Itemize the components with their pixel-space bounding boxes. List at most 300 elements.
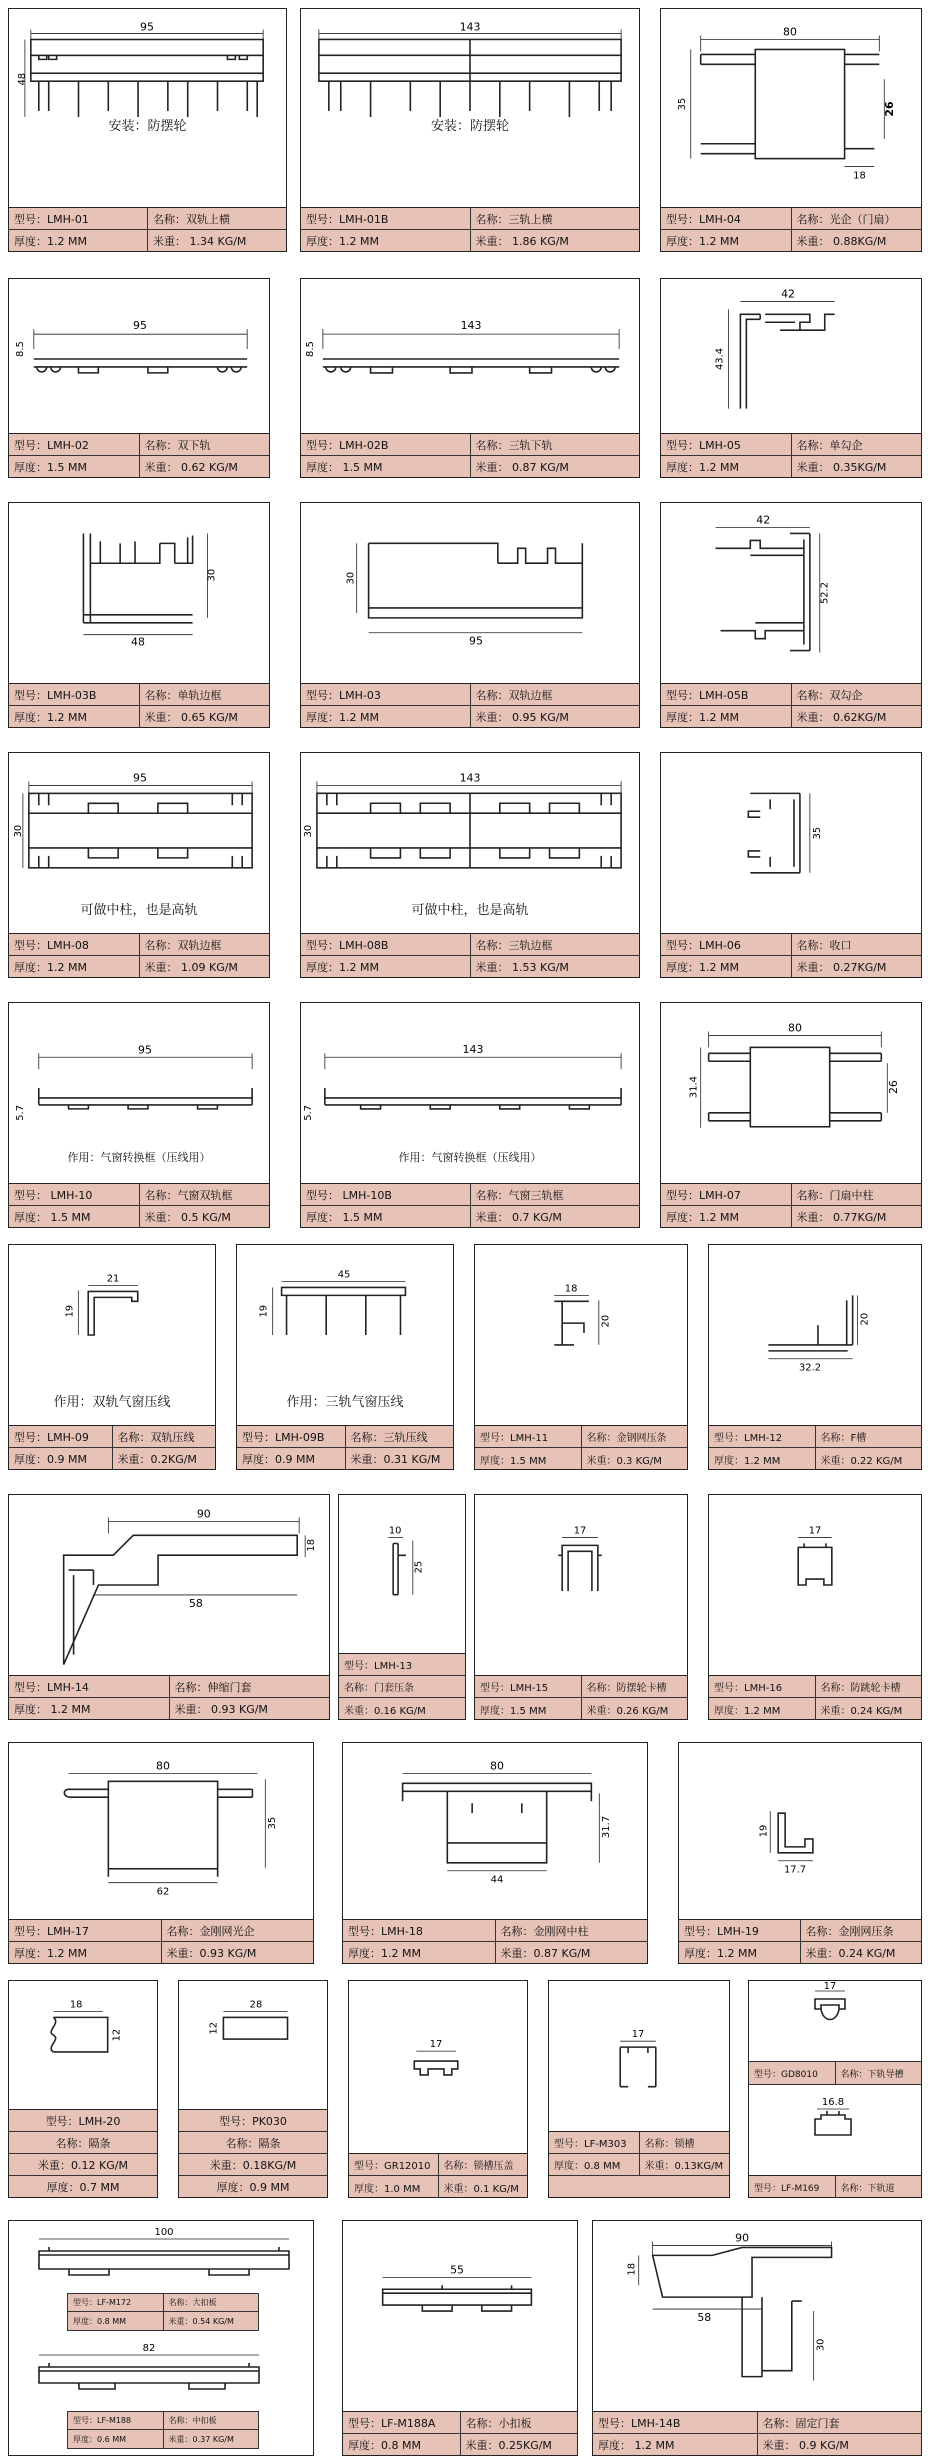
svg-text:17.7: 17.7 — [784, 1864, 807, 1876]
profile-drawing — [475, 1495, 687, 1677]
profile-name: 名称：双轨压线 — [112, 1426, 216, 1447]
profile-name: 名称：防跳轮卡槽 — [815, 1676, 922, 1697]
profile-name: 名称：三轨下轨 — [470, 434, 640, 455]
svg-text:17: 17 — [429, 2039, 443, 2051]
wall-thickness: 厚度：1.5 MM — [14, 461, 87, 474]
profile-name: 名称：金刚网光企 — [161, 1920, 314, 1941]
profile-drawing — [709, 1495, 921, 1677]
model-number: 型号：LMH-08 — [14, 938, 89, 952]
svg-text:8.5: 8.5 — [14, 341, 26, 357]
model-number: 型号：LMH-07 — [666, 1188, 741, 1202]
weight-per-meter: 米重：0.13KG/M — [639, 2154, 730, 2175]
spec-table — [301, 1183, 639, 1227]
model-number: 型号：LMH-13 — [344, 1661, 413, 1672]
profile-name: 名称：双轨边框 — [139, 934, 270, 955]
spec-table — [661, 933, 921, 977]
svg-text:17: 17 — [808, 1525, 822, 1537]
wall-thickness: 厚度：1.2 MM — [14, 961, 87, 974]
svg-text:143: 143 — [460, 319, 482, 333]
profile-card-lmh-01 — [8, 8, 287, 252]
profile-drawing — [661, 1003, 921, 1185]
profile-drawing — [593, 2221, 921, 2413]
profile-name: 名称：下轨导槽 — [835, 2062, 922, 2084]
profile-name: 名称：锁槽压盖 — [438, 2154, 528, 2175]
svg-text:95: 95 — [133, 319, 147, 333]
spec-table — [9, 933, 269, 977]
weight-per-meter: 米重：0.54 KG/M — [163, 2312, 259, 2330]
spec-table — [709, 1425, 921, 1469]
usage-note: 作用：双轨气窗压线 — [53, 1395, 171, 1410]
svg-text:55: 55 — [450, 2263, 464, 2277]
wall-thickness: 厚度：0.7 MM — [46, 2181, 120, 2194]
profile-card-lmh-19 — [678, 1742, 922, 1964]
weight-per-meter: 米重： 0.5 KG/M — [139, 1206, 270, 1228]
model-number: 型号：LMH-11 — [480, 1433, 549, 1444]
wall-thickness: 厚度： 1.5 MM — [14, 1211, 91, 1224]
profile-drawing — [9, 1495, 329, 1677]
profile-name: 名称：收口 — [791, 934, 922, 955]
weight-per-meter: 米重：0.12 KG/M — [38, 2158, 128, 2172]
weight-per-meter: 米重：0.1 KG/M — [438, 2176, 528, 2198]
wall-thickness: 厚度：1.2 MM — [714, 1705, 781, 1717]
wall-thickness: 厚度：1.2 MM — [714, 1455, 781, 1467]
profile-name: 名称：中扣板 — [163, 2412, 259, 2429]
svg-text:5.7: 5.7 — [302, 1104, 314, 1121]
svg-text:143: 143 — [459, 771, 481, 785]
spec-table — [661, 1183, 921, 1227]
wall-thickness: 厚度： 1.2 MM — [598, 2439, 675, 2452]
weight-per-meter: 米重：0.37 KG/M — [163, 2430, 259, 2448]
profile-name: 名称：金刚网压条 — [800, 1920, 922, 1941]
svg-text:82: 82 — [142, 2343, 156, 2354]
svg-text:31.7: 31.7 — [601, 1815, 613, 1839]
profile-card-lmh-04 — [660, 8, 922, 252]
model-number: 型号：LMH-15 — [480, 1683, 549, 1694]
profile-name: 名称：单勾企 — [791, 434, 922, 455]
svg-text:48: 48 — [131, 635, 145, 649]
profile-drawing — [661, 279, 921, 435]
weight-per-meter: 米重： 0.77KG/M — [791, 1206, 922, 1228]
svg-text:18: 18 — [853, 170, 866, 182]
weight-per-meter: 米重： 0.9 KG/M — [757, 2434, 922, 2456]
weight-per-meter: 米重： 0.27KG/M — [791, 956, 922, 978]
profile-name: 名称：金刚网中柱 — [495, 1920, 648, 1941]
model-number: 型号：LMH-09 — [14, 1430, 89, 1444]
svg-text:18: 18 — [626, 2262, 638, 2276]
weight-per-meter: 米重：0.18KG/M — [209, 2158, 297, 2172]
svg-text:21: 21 — [106, 1273, 120, 1285]
svg-text:18: 18 — [564, 1283, 578, 1295]
profile-card-lmh-05b — [660, 502, 922, 728]
spec-table — [339, 1653, 465, 1719]
weight-per-meter: 米重：0.26 KG/M — [581, 1698, 688, 1720]
spec-table — [709, 1675, 921, 1719]
usage-note: 安装：防摆轮 — [430, 119, 509, 134]
svg-text:42: 42 — [756, 513, 771, 527]
profile-card-lmh-01b — [300, 8, 640, 252]
weight-per-meter: 米重： 0.65 KG/M — [139, 706, 270, 728]
model-number: 型号：LMH-05 — [666, 438, 741, 452]
profile-drawing — [9, 279, 269, 435]
weight-per-meter: 米重： 0.95 KG/M — [470, 706, 640, 728]
profile-name: 名称：气窗双轨框 — [139, 1184, 270, 1205]
model-number: 型号：LMH-12 — [714, 1433, 783, 1444]
profile-drawing — [9, 1743, 313, 1921]
usage-note: 安装：防摆轮 — [108, 119, 187, 134]
profile-card-lmh-02b — [300, 278, 640, 478]
profile-card-gd8010-lf-m169 — [748, 1980, 922, 2198]
profile-name: 名称：隔条 — [225, 2136, 281, 2150]
spec-table — [349, 2153, 527, 2197]
svg-text:95: 95 — [138, 1043, 152, 1057]
profile-card-lmh-09 — [8, 1244, 216, 1470]
svg-text:44: 44 — [490, 1874, 504, 1886]
weight-per-meter: 米重：0.25KG/M — [460, 2434, 578, 2456]
wall-thickness: 厚度：1.5 MM — [480, 1455, 547, 1467]
profile-name: 名称：光企（门扇） — [791, 208, 922, 229]
svg-text:19: 19 — [258, 1304, 270, 1318]
spec-table — [301, 207, 639, 251]
svg-text:17: 17 — [823, 1981, 837, 1992]
profile-drawing-lf-m172 — [9, 2221, 315, 2291]
svg-text:28: 28 — [249, 1999, 263, 2011]
profile-name: 名称：双下轨 — [139, 434, 270, 455]
profile-name: 名称：双勾企 — [791, 684, 922, 705]
svg-text:18: 18 — [306, 1538, 318, 1552]
spec-blank — [549, 2176, 729, 2198]
spec-table — [9, 1675, 329, 1719]
weight-per-meter: 米重：0.16 KG/M — [344, 1705, 426, 1717]
profile-card-lmh-03b — [8, 502, 270, 728]
spec-table — [301, 683, 639, 727]
wall-thickness: 厚度：1.2 MM — [666, 1211, 739, 1224]
weight-per-meter: 米重： 0.88KG/M — [791, 230, 922, 252]
model-number: 型号：LF-M172 — [73, 2298, 132, 2307]
profile-card-lmh-05 — [660, 278, 922, 478]
profile-card-lmh-17 — [8, 1742, 314, 1964]
profile-card-lmh-20 — [8, 1980, 158, 2198]
usage-note: 作用：三轨气窗压线 — [286, 1395, 404, 1410]
svg-text:30: 30 — [345, 571, 357, 585]
svg-text:16.8: 16.8 — [821, 2097, 845, 2108]
model-number: 型号：LMH-02B — [306, 438, 389, 452]
weight-per-meter: 米重： 0.62 KG/M — [139, 456, 270, 478]
svg-text:95: 95 — [469, 634, 483, 648]
model-number: 型号：LMH-14 — [14, 1680, 89, 1694]
profile-name: 名称：三轨压线 — [345, 1426, 454, 1447]
profile-name: 名称：伸缩门套 — [169, 1676, 330, 1697]
model-number: 型号：LMH-03B — [14, 688, 97, 702]
spec-table — [9, 1183, 269, 1227]
spec-table-gd8010 — [749, 2061, 921, 2085]
weight-per-meter: 米重： 0.35KG/M — [791, 456, 922, 478]
profile-card-lf-m303 — [548, 1980, 730, 2198]
wall-thickness: 厚度： 1.5 MM — [306, 461, 383, 474]
spec-table — [475, 1675, 687, 1719]
wall-thickness: 厚度：1.2 MM — [666, 461, 739, 474]
profile-drawing — [343, 1743, 647, 1921]
profile-drawing-lf-m169 — [749, 2085, 923, 2175]
svg-text:31.4: 31.4 — [688, 1076, 700, 1099]
model-number: 型号：LF-M303 — [554, 2139, 627, 2150]
weight-per-meter: 米重：0.2KG/M — [112, 1448, 216, 1470]
profile-card-lmh-07 — [660, 1002, 922, 1228]
svg-text:19: 19 — [64, 1304, 76, 1318]
svg-text:8.5: 8.5 — [304, 341, 316, 357]
usage-note: 可做中柱，也是高轨 — [80, 903, 198, 918]
profile-drawing — [343, 2221, 577, 2413]
weight-per-meter: 米重：0.24 KG/M — [800, 1942, 922, 1964]
model-number: 型号：LMH-18 — [348, 1924, 423, 1938]
profile-name: 名称：锁槽 — [639, 2132, 730, 2153]
profile-card-lmh-18 — [342, 1742, 648, 1964]
svg-text:19: 19 — [758, 1824, 770, 1838]
spec-table-lf-m188 — [67, 2411, 259, 2449]
model-number: 型号：LMH-01 — [14, 212, 89, 226]
wall-thickness: 厚度：1.2 MM — [666, 961, 739, 974]
profile-name: 名称：双轨上横 — [147, 208, 286, 229]
svg-text:62: 62 — [156, 1886, 170, 1898]
model-number: 型号：LMH-20 — [45, 2114, 121, 2128]
model-number: 型号： LMH-10 — [14, 1188, 93, 1202]
wall-thickness: 厚度：1.2 MM — [14, 235, 87, 248]
wall-thickness: 厚度：1.2 MM — [14, 1947, 87, 1960]
wall-thickness: 厚度：1.2 MM — [306, 235, 379, 248]
profile-card-lf-m188a — [342, 2220, 578, 2456]
svg-text:80: 80 — [783, 25, 797, 39]
svg-text:25: 25 — [413, 1560, 425, 1574]
svg-text:12: 12 — [208, 2021, 220, 2035]
svg-text:30: 30 — [302, 824, 314, 838]
profile-drawing — [475, 1245, 687, 1427]
svg-text:18: 18 — [69, 1999, 83, 2011]
spec-table — [343, 2411, 577, 2455]
svg-text:58: 58 — [697, 2310, 712, 2324]
profile-drawing — [179, 1981, 327, 2111]
model-number: 型号：GR12010 — [354, 2161, 431, 2172]
svg-text:26: 26 — [883, 101, 897, 117]
svg-text:30: 30 — [206, 568, 218, 582]
weight-per-meter: 米重： 0.62KG/M — [791, 706, 922, 728]
model-number: 型号：LMH-04 — [666, 212, 741, 226]
model-number: 型号：LMH-08B — [306, 938, 389, 952]
spec-table — [593, 2411, 921, 2455]
profile-card-lmh-08 — [8, 752, 270, 978]
svg-text:17: 17 — [631, 2029, 645, 2041]
profile-name: 名称：F槽 — [815, 1426, 922, 1447]
wall-thickness: 厚度：1.2 MM — [306, 961, 379, 974]
model-number: 型号：LMH-01B — [306, 212, 389, 226]
spec-table — [9, 1425, 215, 1469]
model-number: 型号：LMH-16 — [714, 1683, 783, 1694]
profile-drawing — [549, 1981, 729, 2133]
model-number: 型号：LF-M169 — [754, 2183, 820, 2194]
profile-name: 名称：门套压条 — [344, 1683, 414, 1694]
spec-table — [301, 933, 639, 977]
svg-text:80: 80 — [788, 1021, 802, 1035]
svg-text:35: 35 — [676, 97, 688, 111]
svg-text:35: 35 — [811, 826, 823, 840]
profile-card-gr12010 — [348, 1980, 528, 2198]
profile-name: 名称：气窗三轨框 — [470, 1184, 640, 1205]
profile-drawing — [9, 503, 269, 685]
profile-drawing — [661, 753, 921, 935]
model-number: 型号：LMH-19 — [684, 1924, 759, 1938]
profile-name: 名称：大扣板 — [163, 2294, 259, 2311]
weight-per-meter: 米重： 1.09 KG/M — [139, 956, 270, 978]
spec-table — [749, 2175, 921, 2197]
svg-text:30: 30 — [12, 824, 24, 838]
weight-per-meter: 米重：0.3 KG/M — [581, 1448, 688, 1470]
spec-table — [237, 1425, 453, 1469]
profile-card-lmh-10b — [300, 1002, 640, 1228]
profile-card-lmh-12 — [708, 1244, 922, 1470]
profile-drawing — [301, 503, 639, 685]
wall-thickness: 厚度：1.5 MM — [480, 1705, 547, 1717]
wall-thickness: 厚度：1.2 MM — [14, 711, 87, 724]
profile-drawing-lf-m188 — [9, 2333, 315, 2403]
svg-text:100: 100 — [154, 2227, 174, 2238]
weight-per-meter: 米重：0.93 KG/M — [161, 1942, 314, 1964]
profile-drawing — [301, 9, 639, 209]
weight-per-meter: 米重： 0.7 KG/M — [470, 1206, 640, 1228]
model-number: 型号：LMH-02 — [14, 438, 89, 452]
profile-card-lmh-03 — [300, 502, 640, 728]
profile-card-lmh-11 — [474, 1244, 688, 1470]
profile-card-lmh-16 — [708, 1494, 922, 1720]
spec-table-lf-m172 — [67, 2293, 259, 2331]
profile-name: 名称：小扣板 — [460, 2412, 578, 2433]
model-number: 型号：PK030 — [219, 2114, 287, 2128]
profile-card-lmh-15 — [474, 1494, 688, 1720]
wall-thickness: 厚度：1.0 MM — [354, 2183, 421, 2195]
model-number: 型号：LMH-17 — [14, 1924, 89, 1938]
wall-thickness: 厚度：1.2 MM — [306, 711, 379, 724]
profile-drawing — [339, 1495, 465, 1655]
profile-drawing — [709, 1245, 921, 1427]
profile-name: 名称：金钢网压条 — [581, 1426, 688, 1447]
profile-name: 名称：下轨道 — [835, 2176, 922, 2198]
wall-thickness: 厚度：1.2 MM — [666, 235, 739, 248]
spec-table — [661, 433, 921, 477]
profile-name: 名称：双轨边框 — [470, 684, 640, 705]
svg-text:143: 143 — [459, 20, 481, 34]
profile-card-lmh-13 — [338, 1494, 466, 1720]
profile-name: 名称：固定门套 — [757, 2412, 922, 2433]
usage-note: 可做中柱，也是高轨 — [411, 903, 529, 918]
wall-thickness: 厚度：0.9 MM — [14, 1453, 87, 1466]
weight-per-meter: 米重：0.22 KG/M — [815, 1448, 922, 1470]
profile-drawing — [661, 9, 921, 209]
profile-drawing — [301, 279, 639, 435]
model-number: 型号：LF-M188 — [73, 2416, 132, 2425]
weight-per-meter: 米重：0.87 KG/M — [495, 1942, 648, 1964]
svg-text:80: 80 — [490, 1759, 504, 1773]
svg-text:30: 30 — [815, 2338, 827, 2352]
svg-text:32.2: 32.2 — [799, 1362, 822, 1374]
profile-card-lmh-08b — [300, 752, 640, 978]
profile-drawing — [9, 1981, 157, 2111]
svg-text:45: 45 — [337, 1269, 351, 1281]
profile-card-lmh-10 — [8, 1002, 270, 1228]
wall-thickness: 厚度：1.2 MM — [348, 1947, 421, 1960]
spec-table — [9, 433, 269, 477]
profile-card-lf-m172-m188 — [8, 2220, 314, 2456]
svg-text:42: 42 — [781, 287, 795, 301]
spec-table — [549, 2131, 729, 2197]
spec-table — [9, 207, 286, 251]
weight-per-meter: 米重： 1.86 KG/M — [470, 230, 640, 252]
svg-text:5.7: 5.7 — [14, 1104, 26, 1121]
model-number: 型号： LMH-10B — [306, 1188, 392, 1202]
profile-card-lmh-02 — [8, 278, 270, 478]
wall-thickness: 厚度：0.9 MM — [216, 2181, 290, 2194]
svg-text:43.4: 43.4 — [714, 347, 726, 371]
wall-thickness: 厚度：0.8 MM — [554, 2161, 621, 2172]
svg-text:95: 95 — [133, 771, 147, 785]
wall-thickness: 厚度：0.6 MM — [73, 2434, 127, 2444]
wall-thickness: 厚度：0.8 MM — [73, 2316, 127, 2326]
svg-text:58: 58 — [188, 1596, 203, 1610]
svg-text:10: 10 — [388, 1525, 402, 1537]
weight-per-meter: 米重： 0.87 KG/M — [470, 456, 640, 478]
svg-text:48: 48 — [16, 72, 28, 86]
profile-name: 名称：单轨边框 — [139, 684, 270, 705]
profile-name: 名称：三轨边框 — [470, 934, 640, 955]
profile-card-pk030 — [178, 1980, 328, 2198]
svg-text:20: 20 — [859, 1312, 871, 1326]
profile-drawing — [661, 503, 921, 685]
svg-text:20: 20 — [600, 1314, 612, 1328]
spec-table — [661, 207, 921, 251]
model-number: 型号：LMH-03 — [306, 688, 381, 702]
usage-note: 作用：气窗转换框（压线用） — [67, 1151, 211, 1164]
spec-table — [9, 1919, 313, 1963]
spec-table — [679, 1919, 921, 1963]
weight-per-meter: 米重： 0.93 KG/M — [169, 1698, 330, 1720]
spec-table — [475, 1425, 687, 1469]
svg-text:35: 35 — [267, 1816, 279, 1830]
model-number: 型号：LMH-06 — [666, 938, 741, 952]
wall-thickness: 厚度：0.9 MM — [242, 1453, 315, 1466]
profile-drawing — [349, 1981, 527, 2151]
svg-text:143: 143 — [462, 1043, 484, 1057]
spec-table — [343, 1919, 647, 1963]
profile-name: 名称：门扇中柱 — [791, 1184, 922, 1205]
spec-table — [9, 2109, 157, 2197]
profile-card-lmh-14 — [8, 1494, 330, 1720]
weight-per-meter: 米重： 1.34 KG/M — [147, 230, 286, 252]
svg-text:12: 12 — [111, 2028, 123, 2042]
model-number: 型号：LMH-05B — [666, 688, 749, 702]
profile-card-lmh-06 — [660, 752, 922, 978]
model-number: 型号：LF-M188A — [348, 2416, 436, 2430]
spec-table — [661, 683, 921, 727]
model-number: 型号：GD8010 — [754, 2069, 818, 2080]
svg-text:90: 90 — [735, 2231, 750, 2245]
profile-drawing — [679, 1743, 921, 1921]
wall-thickness: 厚度：1.2 MM — [666, 711, 739, 724]
wall-thickness: 厚度：0.8 MM — [348, 2439, 421, 2452]
svg-text:95: 95 — [140, 20, 154, 34]
profile-card-lmh-09b — [236, 1244, 454, 1470]
svg-text:90: 90 — [196, 1507, 211, 1521]
profile-name: 名称：隔条 — [55, 2136, 111, 2150]
profile-card-lmh-14b — [592, 2220, 922, 2456]
weight-per-meter: 米重：0.31 KG/M — [345, 1448, 454, 1470]
profile-name: 名称：防摆轮卡槽 — [581, 1676, 688, 1697]
svg-text:26: 26 — [887, 1080, 901, 1094]
